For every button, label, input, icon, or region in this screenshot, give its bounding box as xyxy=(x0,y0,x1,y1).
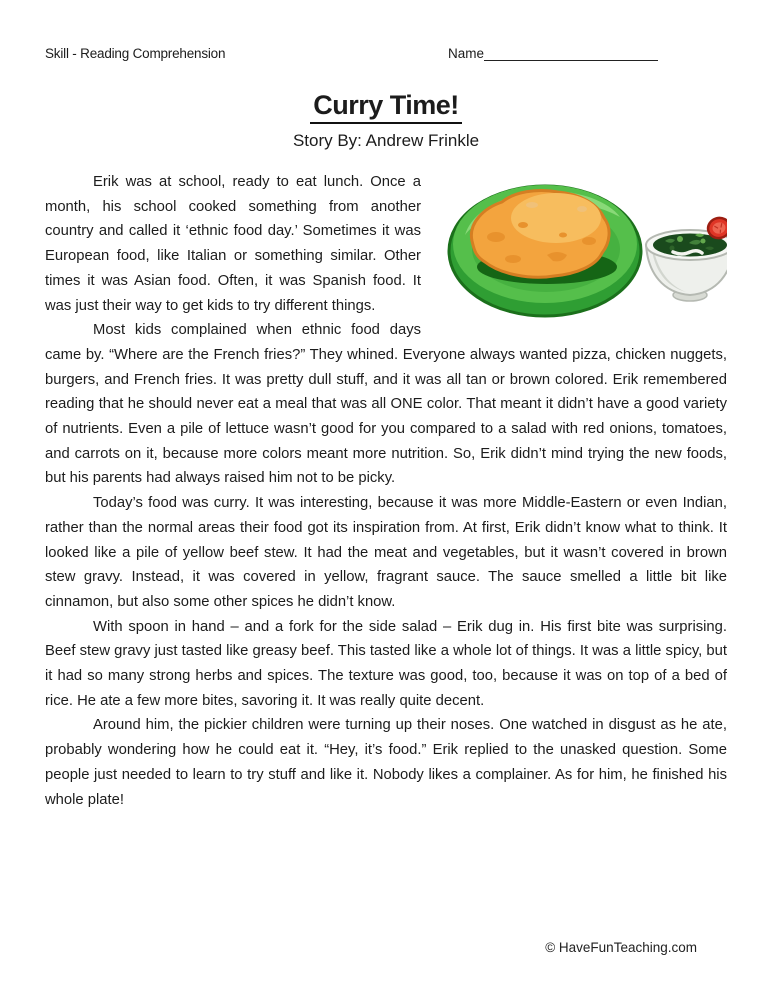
copyright-footer: © HaveFunTeaching.com xyxy=(545,940,697,955)
name-label: Name xyxy=(448,46,485,61)
skill-label: Skill - Reading Comprehension xyxy=(45,46,226,61)
story-body xyxy=(45,170,727,812)
story-paragraph: Erik was at school, ready to eat lunch. Once a month, his school cooked something from another country and called it ‘ethnic food day.’ Sometimes it was European food, like Italian or something similar. Other times it was Asian food. Often, it was Spanish food. It was just their way to get kids to try different things. xyxy=(45,174,421,314)
story-paragraph: With spoon in hand – and a fork for the side salad – Erik dug in. His first bite was surprising. Beef stew gravy just tasted like greasy beef. This tasted like a whole lot of things. It was a little spicy, but it had so many strong herbs and spices. The texture was good, too, because it was on top of a bed of rice. He ate a few more bites, savoring it. It was really quite decent. xyxy=(45,618,727,709)
story-paragraph: Most kids complained when ethnic food days came by. “Where are the French fries?” They whined. Everyone always wanted pizza, chicken nuggets, burgers, and French fries. It was pretty dull stuff, and it was all tan or brown colored. Erik remembered reading that he should never eat a meal that was all ONE color. That meant it didn’t have a good variety of nutrients. Even a pile of lettuce wasn’t good for you compared to a salad with red onions, tomatoes, and carrots on it, because more colors meant more nutrition. So, Erik didn’t mind trying the new foods, but his parents had always raised him not to be picky. xyxy=(45,322,727,487)
story-paragraph: Today’s food was curry. It was interesting, because it was more Middle-Eastern or even Indian, rather than the normal areas their food got its inspiration from. At first, Erik didn’t know what to think. It looked like a pile of yellow beef stew. It had the meat and vegetables, but it wasn’t covered in brown stew gravy. Instead, it was covered in yellow, fragrant sauce. The sauce smelled a little bit like cinnamon, but also some other spices he didn’t know. xyxy=(45,495,727,610)
story-paragraph: Around him, the pickier children were turning up their noses. One watched in disgust as he ate, probably wondering how he could eat it. “Hey, it’s food.” Erik replied to the unasked question. Some people just needed to learn to try stuff and like it. Nobody likes a complainer. As for him, he finished his whole plate! xyxy=(45,717,727,808)
curry-plate-illustration xyxy=(435,173,727,323)
page-title: Curry Time! xyxy=(310,90,462,124)
name-blank-line xyxy=(484,46,658,61)
story-byline: Story By: Andrew Frinkle xyxy=(292,131,480,150)
chutney-bowl-icon xyxy=(646,215,727,301)
name-field xyxy=(448,46,658,61)
